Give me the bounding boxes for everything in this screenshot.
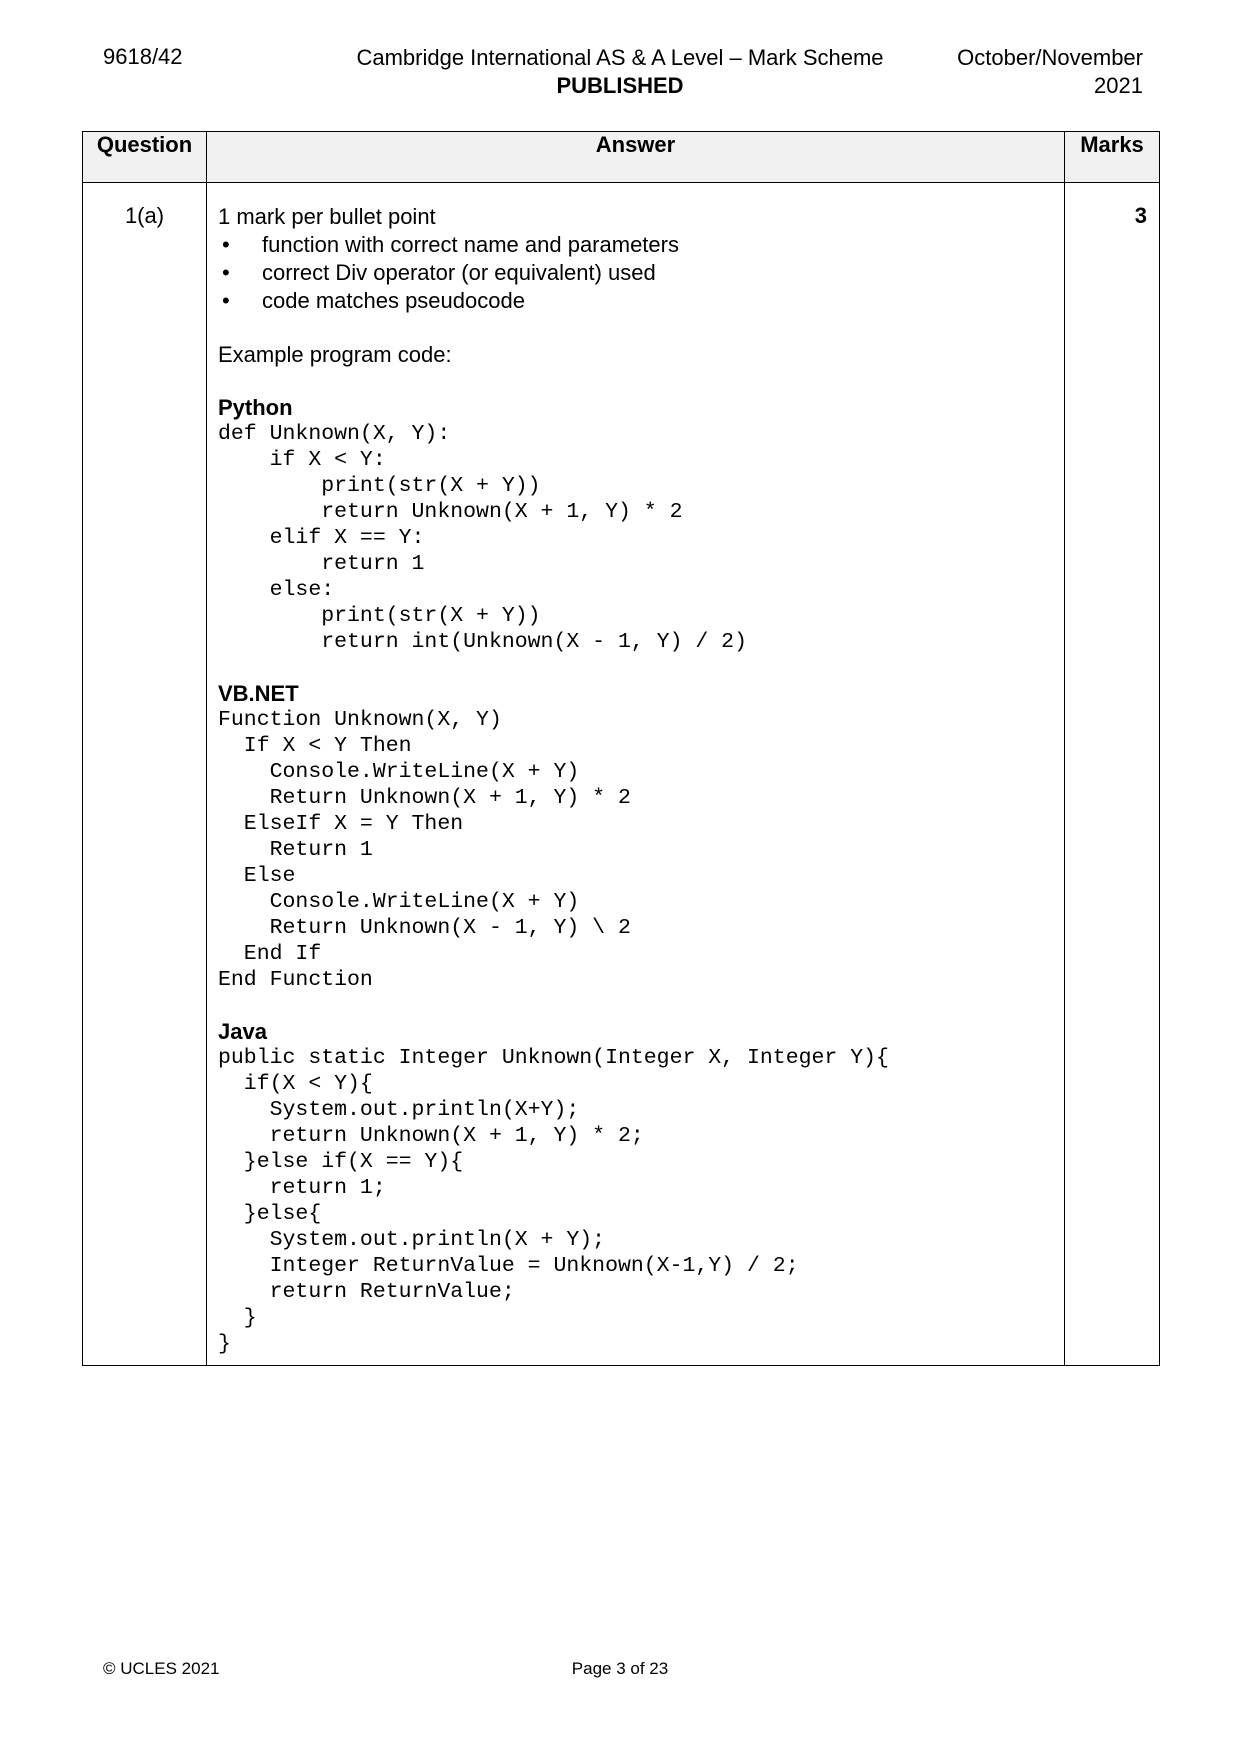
- exam-session: [957, 44, 1143, 100]
- answer-cell: [207, 183, 1065, 1366]
- title-text: Cambridge International AS & A Level – Mark Scheme: [356, 45, 884, 70]
- table-header-row: [83, 132, 1160, 183]
- mark-scheme-table: [82, 131, 1160, 1366]
- bullet-icon: •: [222, 232, 230, 257]
- java-heading: Java: [218, 1019, 267, 1044]
- answer-column-header: Answer: [207, 132, 1065, 183]
- bullet-text: function with correct name and parameters: [262, 232, 679, 257]
- bullet-icon: •: [222, 288, 230, 313]
- mark-bullet-list: [218, 231, 1054, 315]
- bullet-text: code matches pseudocode: [262, 288, 525, 313]
- python-code-block: def Unknown(X, Y): if X < Y: print(str(X + Y)) return Unknown(X + 1, Y) * 2 elif X == Y: return 1 else: print(str(X + Y)) return int(Unknown(X - 1, Y) / 2): [218, 422, 747, 654]
- example-label: Example program code:: [218, 342, 452, 367]
- bullet-icon: •: [222, 260, 230, 285]
- session-months: October/November: [957, 45, 1143, 70]
- list-item: [218, 259, 1054, 287]
- vbnet-heading: VB.NET: [218, 681, 299, 706]
- copyright-notice: © UCLES 2021: [103, 1659, 220, 1678]
- document-title: [330, 44, 910, 100]
- paper-code: 9618/42: [103, 44, 183, 69]
- vbnet-code-block: Function Unknown(X, Y) If X < Y Then Console.WriteLine(X + Y) Return Unknown(X + 1, Y) * 2 ElseIf X = Y Then Return 1 Else Console.WriteLine(X + Y) Return Unknown(X - 1, Y) \ 2 End If End Function: [218, 708, 631, 992]
- java-code-block: public static Integer Unknown(Integer X, Integer Y){ if(X < Y){ System.out.println(X+Y); return Unknown(X + 1, Y) * 2; }else if(X == Y){ return 1; }else{ System.out.println(X + Y); Integer ReturnValue = Unknown(X-1,Y) / 2; return ReturnValue; } }: [218, 1046, 889, 1356]
- marks-value: 3: [1065, 183, 1160, 1366]
- mark-instruction: 1 mark per bullet point: [218, 204, 436, 229]
- table-row: [83, 183, 1160, 1366]
- question-column-header: Question: [83, 132, 207, 183]
- session-year: 2021: [1094, 73, 1143, 98]
- page-number: Page 3 of 23: [571, 1659, 669, 1678]
- published-label: PUBLISHED: [556, 73, 684, 98]
- question-number: 1(a): [83, 183, 207, 1366]
- python-heading: Python: [218, 395, 293, 420]
- bullet-text: correct Div operator (or equivalent) used: [262, 260, 656, 285]
- list-item: [218, 231, 1054, 259]
- list-item: [218, 287, 1054, 315]
- marks-column-header: Marks: [1065, 132, 1160, 183]
